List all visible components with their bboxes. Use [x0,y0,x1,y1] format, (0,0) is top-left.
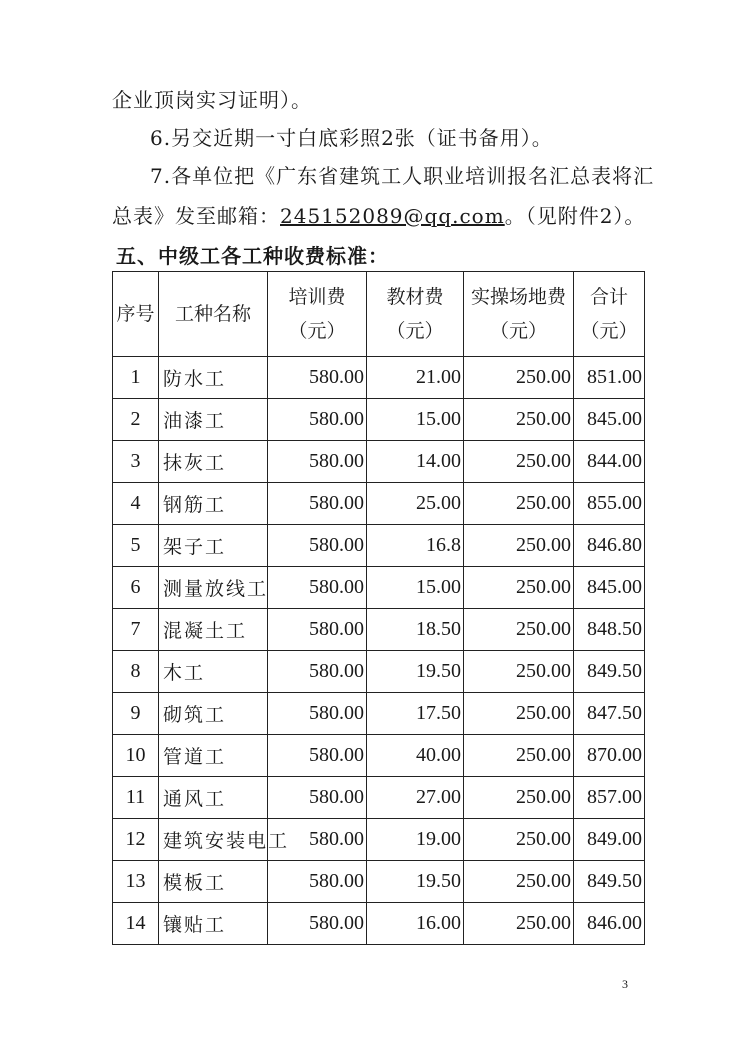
trade-name-cell: 测量放线工 [159,567,268,609]
row-number-cell: 9 [113,693,159,735]
site-fee-cell: 250.00 [464,903,574,945]
material-fee-cell: 19.50 [367,651,464,693]
table-row [113,567,645,609]
trade-name-cell: 油漆工 [159,399,268,441]
table-row [113,735,645,777]
training-fee-cell: 580.00 [268,483,367,525]
training-fee-cell: 580.00 [268,693,367,735]
fee-table-body [113,357,645,945]
total-fee-cell: 849.50 [574,651,645,693]
site-fee-cell: 250.00 [464,819,574,861]
table-row [113,357,645,399]
material-fee-cell: 27.00 [367,777,464,819]
trade-name-cell: 建筑安装电工 [159,819,268,861]
training-fee-cell: 580.00 [268,819,367,861]
trade-name-cell: 抹灰工 [159,441,268,483]
total-fee-cell: 848.50 [574,609,645,651]
site-fee-cell: 250.00 [464,609,574,651]
table-row [113,903,645,945]
table-row [113,483,645,525]
trade-name-cell: 通风工 [159,777,268,819]
header-training: 培训费 （元） [268,272,367,357]
page-number: 3 [622,977,628,991]
material-fee-cell: 15.00 [367,399,464,441]
row-number-cell: 6 [113,567,159,609]
total-fee-cell: 846.80 [574,525,645,567]
site-fee-cell: 250.00 [464,777,574,819]
trade-name-cell: 管道工 [159,735,268,777]
material-fee-cell: 19.00 [367,819,464,861]
total-fee-cell: 857.00 [574,777,645,819]
training-fee-cell: 580.00 [268,567,367,609]
header-total: 合计 （元） [574,272,645,357]
table-row [113,777,645,819]
training-fee-cell: 580.00 [268,441,367,483]
total-fee-cell: 849.50 [574,861,645,903]
total-fee-cell: 849.00 [574,819,645,861]
material-fee-cell: 18.50 [367,609,464,651]
section-heading: 五、中级工各工种收费标准： [116,244,389,268]
material-fee-cell: 19.50 [367,861,464,903]
row-number-cell: 14 [113,903,159,945]
material-fee-cell: 16.00 [367,903,464,945]
site-fee-cell: 250.00 [464,651,574,693]
material-fee-cell: 25.00 [367,483,464,525]
site-fee-cell: 250.00 [464,399,574,441]
site-fee-cell: 250.00 [464,357,574,399]
row-number-cell: 13 [113,861,159,903]
row-number-cell: 1 [113,357,159,399]
paragraph-line-4-prefix: 总表》发至邮箱： [112,204,280,228]
table-row [113,609,645,651]
row-number-cell: 4 [113,483,159,525]
training-fee-cell: 580.00 [268,903,367,945]
table-row [113,861,645,903]
trade-name-cell: 钢筋工 [159,483,268,525]
row-number-cell: 10 [113,735,159,777]
site-fee-cell: 250.00 [464,861,574,903]
table-row [113,399,645,441]
trade-name-cell: 架子工 [159,525,268,567]
email-link[interactable]: 245152089@qq.com [280,204,505,228]
total-fee-cell: 851.00 [574,357,645,399]
total-fee-cell: 846.00 [574,903,645,945]
row-number-cell: 12 [113,819,159,861]
material-fee-cell: 21.00 [367,357,464,399]
material-fee-cell: 14.00 [367,441,464,483]
trade-name-cell: 镶贴工 [159,903,268,945]
material-fee-cell: 16.8 [367,525,464,567]
training-fee-cell: 580.00 [268,609,367,651]
material-fee-cell: 40.00 [367,735,464,777]
total-fee-cell: 845.00 [574,567,645,609]
site-fee-cell: 250.00 [464,567,574,609]
total-fee-cell: 847.50 [574,693,645,735]
paragraph-line-4-suffix: 。（见附件2）。 [504,204,646,228]
header-site: 实操场地费 （元） [464,272,574,357]
paragraph-line-2: 6.另交近期一寸白底彩照2张（证书备用）。 [150,126,553,150]
training-fee-cell: 580.00 [268,651,367,693]
paragraph-line-4 [112,200,645,229]
total-fee-cell: 845.00 [574,399,645,441]
row-number-cell: 5 [113,525,159,567]
table-header-row [113,272,645,357]
trade-name-cell: 防水工 [159,357,268,399]
header-no: 序号 [113,272,159,357]
site-fee-cell: 250.00 [464,693,574,735]
row-number-cell: 8 [113,651,159,693]
trade-name-cell: 木工 [159,651,268,693]
training-fee-cell: 580.00 [268,357,367,399]
total-fee-cell: 870.00 [574,735,645,777]
paragraph-line-1: 企业顶岗实习证明）。 [112,88,312,112]
header-name: 工种名称 [159,272,268,357]
material-fee-cell: 17.50 [367,693,464,735]
table-row [113,693,645,735]
paragraph-line-3: 7.各单位把《广东省建筑工人职业培训报名汇总表将汇 [150,164,655,188]
row-number-cell: 3 [113,441,159,483]
site-fee-cell: 250.00 [464,525,574,567]
fee-table [112,271,645,945]
material-fee-cell: 15.00 [367,567,464,609]
training-fee-cell: 580.00 [268,735,367,777]
training-fee-cell: 580.00 [268,525,367,567]
site-fee-cell: 250.00 [464,483,574,525]
total-fee-cell: 855.00 [574,483,645,525]
trade-name-cell: 模板工 [159,861,268,903]
table-row [113,819,645,861]
row-number-cell: 11 [113,777,159,819]
table-row [113,651,645,693]
site-fee-cell: 250.00 [464,735,574,777]
table-row [113,525,645,567]
training-fee-cell: 580.00 [268,399,367,441]
table-row [113,441,645,483]
header-material: 教材费 （元） [367,272,464,357]
total-fee-cell: 844.00 [574,441,645,483]
row-number-cell: 7 [113,609,159,651]
training-fee-cell: 580.00 [268,861,367,903]
training-fee-cell: 580.00 [268,777,367,819]
site-fee-cell: 250.00 [464,441,574,483]
trade-name-cell: 砌筑工 [159,693,268,735]
row-number-cell: 2 [113,399,159,441]
trade-name-cell: 混凝土工 [159,609,268,651]
